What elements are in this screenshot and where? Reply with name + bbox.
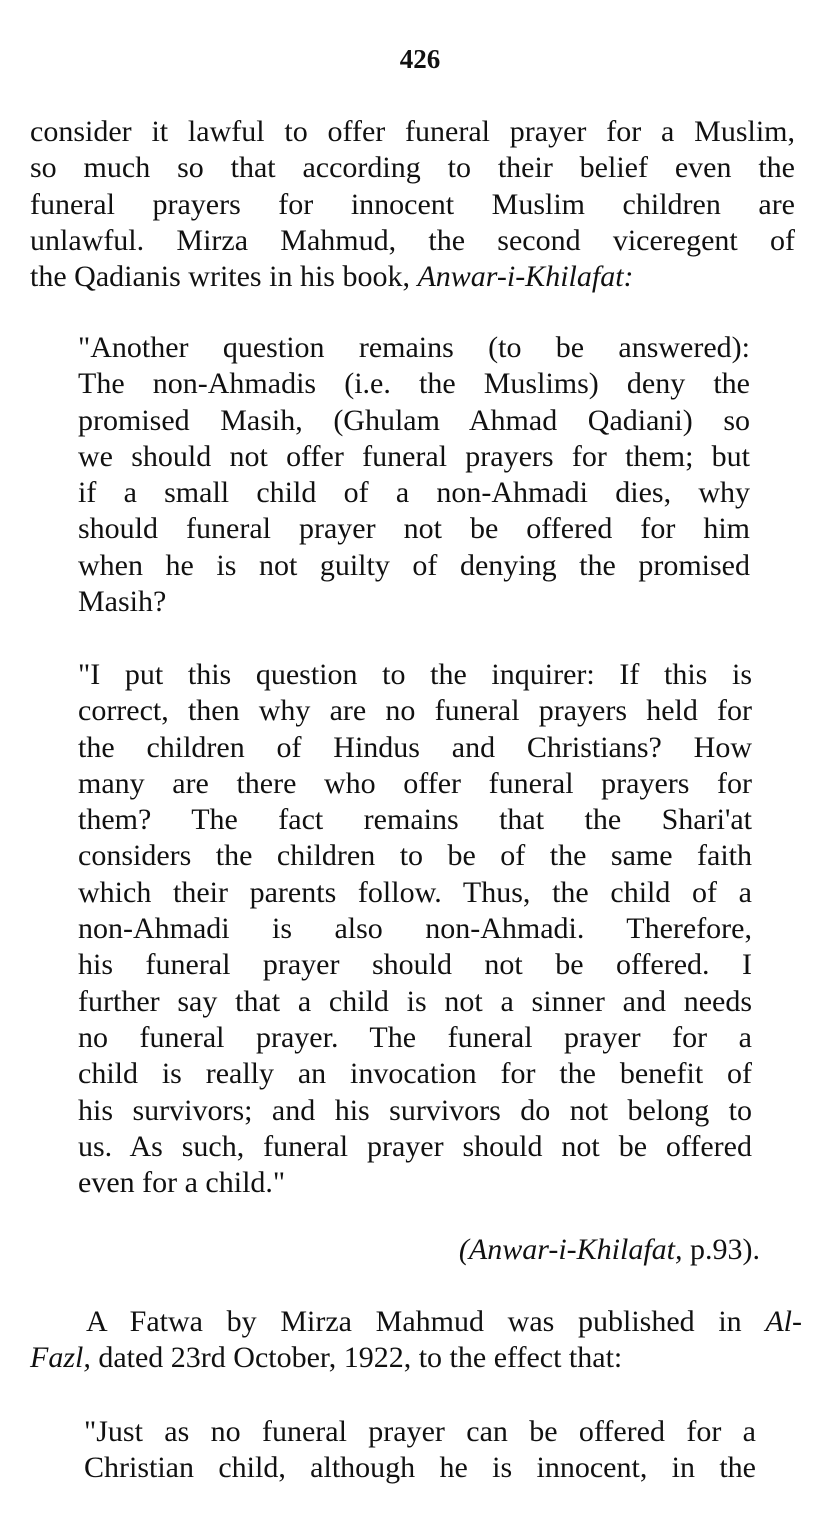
quote2-line: his survivors; and his survivors do not belong to: [78, 1093, 752, 1127]
quote-paragraph-2: [78, 657, 752, 1201]
citation-page: p.93).: [682, 1233, 760, 1266]
quote2-line: further say that a child is not a sinner and needs: [78, 984, 752, 1018]
quote2-line: even for a child.": [78, 1166, 286, 1200]
fatwa-line1-prefix: A Fatwa by Mirza Mahmud was published in: [86, 1305, 766, 1338]
intro-paragraph: [30, 114, 795, 295]
quote1-line: when he is not guilty of denying the promised: [78, 548, 750, 582]
fatwa-line2-rest: dated 23rd October, 1922, to the effect that:: [90, 1341, 623, 1375]
quote2-line: them? The fact remains that the Shari'at: [78, 803, 752, 837]
quote1-line: if a small child of a non-Ahmadi dies, why: [78, 476, 750, 510]
quote2-line: no funeral prayer. The funeral prayer for a: [78, 1020, 752, 1054]
newspaper-title-part2: Fazl,: [30, 1341, 91, 1375]
quote-paragraph-1: [78, 330, 750, 620]
quote2-line: the children of Hindus and Christians? How: [78, 730, 752, 764]
quote2-line: correct, then why are no funeral prayers held for: [78, 694, 752, 728]
quote1-line: The non-Ahmadis (i.e. the Muslims) deny the: [78, 367, 750, 401]
quote2-line: us. As such, funeral prayer should not be offered: [78, 1129, 752, 1163]
quote2-line: many are there who offer funeral prayers for: [78, 766, 752, 800]
quote2-line: non-Ahmadi is also non-Ahmadi. Therefore,: [78, 912, 752, 946]
quote2-line: his funeral prayer should not be offered. I: [78, 948, 752, 982]
fatwa-line-1: [30, 1304, 802, 1340]
quote3-line: Christian child, although he is innocent, in the: [84, 1451, 756, 1485]
quote2-line: which their parents follow. Thus, the child of a: [78, 875, 752, 909]
intro-line: unlawful. Mirza Mahmud, the second viceregent of: [30, 223, 795, 257]
citation-open: (: [458, 1233, 469, 1266]
quote1-line: we should not offer funeral prayers for them; but: [78, 439, 750, 473]
quote1-line: Masih?: [78, 585, 167, 619]
quote2-line: considers the children to be of the same faith: [78, 839, 752, 873]
fatwa-paragraph: [30, 1304, 802, 1377]
intro-line-prefix: the Qadianis writes in his book,: [30, 260, 418, 294]
intro-line-last: [30, 259, 795, 295]
quote3-line: "Just as no funeral prayer can be offered for a: [84, 1415, 756, 1448]
quote1-line: should funeral prayer not be offered for him: [78, 512, 750, 546]
citation-title: Anwar-i-Khilafat,: [468, 1233, 683, 1266]
quote1-line: "Another question remains (to be answered):: [78, 331, 750, 364]
newspaper-title-part1: Al-: [765, 1305, 802, 1338]
citation: [459, 1232, 760, 1268]
quote-paragraph-3: [84, 1414, 756, 1487]
book-title: Anwar-i-Khilafat:: [417, 260, 634, 294]
intro-line: funeral prayers for innocent Muslim children are: [30, 187, 795, 221]
intro-line: so much so that according to their belief even the: [30, 151, 795, 185]
quote2-line: child is really an invocation for the benefit of: [78, 1057, 752, 1091]
page-number: 426: [399, 44, 441, 74]
quote1-line: promised Masih, (Ghulam Ahmad Qadiani) so: [78, 403, 750, 437]
quote2-line: "I put this question to the inquirer: If this is: [78, 658, 752, 691]
fatwa-line-2: [30, 1340, 802, 1376]
intro-line: consider it lawful to offer funeral prayer for a Muslim,: [30, 115, 795, 148]
